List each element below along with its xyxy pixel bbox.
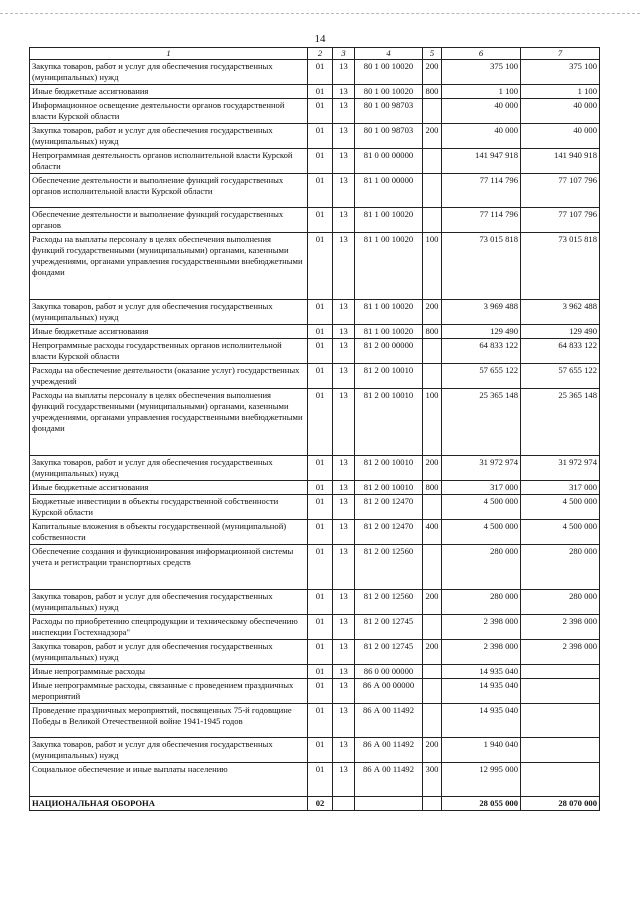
table-row xyxy=(30,545,600,590)
table-row xyxy=(30,339,600,364)
row-section-cell: 01 xyxy=(308,208,333,233)
row-name-cell: Иные непрограммные расходы xyxy=(30,665,308,679)
table-row xyxy=(30,495,600,520)
row-amount-1-cell: 2 398 000 xyxy=(442,615,521,640)
row-name-cell: Бюджетные инвестиции в объекты государственной собственности Курской области xyxy=(30,495,308,520)
table-row xyxy=(30,615,600,640)
row-name-cell: Расходы на выплаты персоналу в целях обеспечения выполнения функций государственными (муниципальными) органами, казенными учреждениями, органами управления государственными внебюджетными фондами xyxy=(30,389,308,456)
row-section-cell: 01 xyxy=(308,738,333,763)
table-row xyxy=(30,389,600,456)
table-row xyxy=(30,640,600,665)
row-subsection-cell: 13 xyxy=(333,590,355,615)
row-section-cell: 01 xyxy=(308,364,333,389)
row-amount-2-cell: 280 000 xyxy=(521,590,600,615)
page-top-rule xyxy=(0,13,640,14)
table-row xyxy=(30,174,600,208)
row-amount-1-cell: 77 114 796 xyxy=(442,174,521,208)
row-amount-1-cell: 40 000 xyxy=(442,99,521,124)
row-name-cell: Закупка товаров, работ и услуг для обеспечения государственных (муниципальных) нужд xyxy=(30,124,308,149)
row-subsection-cell: 13 xyxy=(333,174,355,208)
table-row xyxy=(30,797,600,811)
row-section-cell: 01 xyxy=(308,85,333,99)
table-row xyxy=(30,481,600,495)
row-section-cell: 01 xyxy=(308,99,333,124)
row-name-cell: Обеспечение создания и функционирования информационной системы учета и регистрации транспортных средств xyxy=(30,545,308,590)
header-col-5: 5 xyxy=(423,48,442,60)
row-target-article-cell: 81 1 00 00000 xyxy=(355,174,423,208)
row-name-cell: Расходы на обеспечение деятельности (оказание услуг) государственных учреждений xyxy=(30,364,308,389)
row-target-article-cell: 81 2 00 12560 xyxy=(355,590,423,615)
row-section-cell: 01 xyxy=(308,389,333,456)
row-target-article-cell xyxy=(355,797,423,811)
row-amount-2-cell: 375 100 xyxy=(521,60,600,85)
row-amount-1-cell: 25 365 148 xyxy=(442,389,521,456)
row-section-cell: 01 xyxy=(308,456,333,481)
row-expense-type-cell: 100 xyxy=(423,389,442,456)
table-row xyxy=(30,325,600,339)
row-expense-type-cell: 100 xyxy=(423,233,442,300)
row-subsection-cell: 13 xyxy=(333,300,355,325)
row-subsection-cell: 13 xyxy=(333,339,355,364)
row-subsection-cell: 13 xyxy=(333,124,355,149)
row-subsection-cell: 13 xyxy=(333,665,355,679)
row-name-cell: Социальное обеспечение и иные выплаты населению xyxy=(30,763,308,797)
row-expense-type-cell xyxy=(423,545,442,590)
row-amount-1-cell: 12 995 000 xyxy=(442,763,521,797)
row-target-article-cell: 81 2 00 12560 xyxy=(355,545,423,590)
row-name-cell: Закупка товаров, работ и услуг для обеспечения государственных (муниципальных) нужд xyxy=(30,60,308,85)
row-expense-type-cell xyxy=(423,208,442,233)
row-subsection-cell: 13 xyxy=(333,456,355,481)
row-expense-type-cell xyxy=(423,99,442,124)
row-subsection-cell: 13 xyxy=(333,640,355,665)
row-name-cell: Информационное освещение деятельности органов государственной власти Курской области xyxy=(30,99,308,124)
row-amount-2-cell: 4 500 000 xyxy=(521,495,600,520)
table-row xyxy=(30,456,600,481)
row-target-article-cell: 80 1 00 10020 xyxy=(355,85,423,99)
header-col-2: 2 xyxy=(308,48,333,60)
row-section-cell: 01 xyxy=(308,704,333,738)
row-target-article-cell: 81 2 00 00000 xyxy=(355,339,423,364)
row-subsection-cell: 13 xyxy=(333,545,355,590)
row-section-cell: 01 xyxy=(308,149,333,174)
row-amount-2-cell: 40 000 xyxy=(521,99,600,124)
row-subsection-cell: 13 xyxy=(333,99,355,124)
row-subsection-cell: 13 xyxy=(333,615,355,640)
row-subsection-cell: 13 xyxy=(333,679,355,704)
row-amount-2-cell: 280 000 xyxy=(521,545,600,590)
row-amount-1-cell: 40 000 xyxy=(442,124,521,149)
row-subsection-cell: 13 xyxy=(333,763,355,797)
row-amount-1-cell: 280 000 xyxy=(442,590,521,615)
row-section-cell: 01 xyxy=(308,590,333,615)
row-amount-1-cell: 2 398 000 xyxy=(442,640,521,665)
row-section-cell: 01 xyxy=(308,325,333,339)
row-amount-2-cell: 77 107 796 xyxy=(521,174,600,208)
row-amount-1-cell: 375 100 xyxy=(442,60,521,85)
row-section-cell: 01 xyxy=(308,495,333,520)
row-amount-2-cell: 25 365 148 xyxy=(521,389,600,456)
row-section-cell: 01 xyxy=(308,640,333,665)
row-target-article-cell: 86 А 00 11492 xyxy=(355,704,423,738)
row-section-cell: 01 xyxy=(308,124,333,149)
row-section-cell: 01 xyxy=(308,481,333,495)
table-row xyxy=(30,704,600,738)
row-subsection-cell: 13 xyxy=(333,325,355,339)
row-expense-type-cell: 200 xyxy=(423,738,442,763)
row-amount-1-cell: 1 100 xyxy=(442,85,521,99)
row-expense-type-cell xyxy=(423,704,442,738)
header-col-1: 1 xyxy=(30,48,308,60)
table-row xyxy=(30,85,600,99)
row-target-article-cell: 81 1 00 10020 xyxy=(355,325,423,339)
row-section-cell: 01 xyxy=(308,60,333,85)
row-amount-2-cell: 4 500 000 xyxy=(521,520,600,545)
row-name-cell: Проведение праздничных мероприятий, посвященных 75-й годовщине Победы в Великой Отечественной войне 1941-1945 годов xyxy=(30,704,308,738)
header-col-4: 4 xyxy=(355,48,423,60)
row-section-cell: 02 xyxy=(308,797,333,811)
row-target-article-cell: 80 1 00 98703 xyxy=(355,124,423,149)
row-target-article-cell: 86 А 00 11492 xyxy=(355,763,423,797)
table-row xyxy=(30,520,600,545)
row-amount-1-cell: 14 935 040 xyxy=(442,679,521,704)
row-amount-2-cell: 64 833 122 xyxy=(521,339,600,364)
table-row xyxy=(30,300,600,325)
row-amount-1-cell: 280 000 xyxy=(442,545,521,590)
row-amount-2-cell: 2 398 000 xyxy=(521,615,600,640)
row-name-cell: Расходы по приобретению спецпродукции и техническому обеспечению инспекции Гостехнадзора" xyxy=(30,615,308,640)
row-name-cell: Закупка товаров, работ и услуг для обеспечения государственных (муниципальных) нужд xyxy=(30,590,308,615)
row-amount-1-cell: 14 935 040 xyxy=(442,665,521,679)
table-row xyxy=(30,60,600,85)
row-name-cell: Непрограммная деятельность органов исполнительной власти Курской области xyxy=(30,149,308,174)
header-col-6: 6 xyxy=(442,48,521,60)
header-col-3: 3 xyxy=(333,48,355,60)
row-subsection-cell xyxy=(333,797,355,811)
row-expense-type-cell: 200 xyxy=(423,124,442,149)
row-amount-1-cell: 141 947 918 xyxy=(442,149,521,174)
row-expense-type-cell xyxy=(423,679,442,704)
row-amount-2-cell xyxy=(521,665,600,679)
row-target-article-cell: 86 0 00 00000 xyxy=(355,665,423,679)
row-name-cell: Закупка товаров, работ и услуг для обеспечения государственных (муниципальных) нужд xyxy=(30,738,308,763)
row-amount-1-cell: 57 655 122 xyxy=(442,364,521,389)
row-subsection-cell: 13 xyxy=(333,208,355,233)
row-name-cell: Иные бюджетные ассигнования xyxy=(30,85,308,99)
row-target-article-cell: 86 А 00 00000 xyxy=(355,679,423,704)
row-name-cell: Иные бюджетные ассигнования xyxy=(30,481,308,495)
row-amount-1-cell: 14 935 040 xyxy=(442,704,521,738)
row-subsection-cell: 13 xyxy=(333,389,355,456)
row-amount-1-cell: 129 490 xyxy=(442,325,521,339)
row-subsection-cell: 13 xyxy=(333,495,355,520)
row-expense-type-cell xyxy=(423,149,442,174)
row-subsection-cell: 13 xyxy=(333,704,355,738)
row-subsection-cell: 13 xyxy=(333,364,355,389)
row-expense-type-cell: 800 xyxy=(423,325,442,339)
table-row xyxy=(30,665,600,679)
row-expense-type-cell xyxy=(423,174,442,208)
row-subsection-cell: 13 xyxy=(333,738,355,763)
row-name-cell: Закупка товаров, работ и услуг для обеспечения государственных (муниципальных) нужд xyxy=(30,300,308,325)
row-name-cell: Иные бюджетные ассигнования xyxy=(30,325,308,339)
row-amount-2-cell xyxy=(521,738,600,763)
row-expense-type-cell xyxy=(423,797,442,811)
row-section-cell: 01 xyxy=(308,679,333,704)
table-row xyxy=(30,738,600,763)
row-amount-2-cell: 2 398 000 xyxy=(521,640,600,665)
row-expense-type-cell: 800 xyxy=(423,85,442,99)
row-target-article-cell: 81 2 00 10010 xyxy=(355,389,423,456)
row-amount-1-cell: 64 833 122 xyxy=(442,339,521,364)
table-row xyxy=(30,124,600,149)
row-expense-type-cell xyxy=(423,495,442,520)
table-row xyxy=(30,99,600,124)
row-name-cell: Непрограммные расходы государственных органов исполнительной власти Курской области xyxy=(30,339,308,364)
row-amount-1-cell: 3 969 488 xyxy=(442,300,521,325)
row-expense-type-cell xyxy=(423,339,442,364)
row-amount-2-cell: 317 000 xyxy=(521,481,600,495)
row-subsection-cell: 13 xyxy=(333,60,355,85)
row-target-article-cell: 81 1 00 10020 xyxy=(355,233,423,300)
row-target-article-cell: 81 1 00 10020 xyxy=(355,300,423,325)
row-name-cell: Закупка товаров, работ и услуг для обеспечения государственных (муниципальных) нужд xyxy=(30,640,308,665)
row-amount-1-cell: 1 940 040 xyxy=(442,738,521,763)
row-subsection-cell: 13 xyxy=(333,149,355,174)
row-name-cell: Обеспечение деятельности и выполнение функций государственных органов xyxy=(30,208,308,233)
row-target-article-cell: 80 1 00 10020 xyxy=(355,60,423,85)
row-section-cell: 01 xyxy=(308,339,333,364)
row-section-cell: 01 xyxy=(308,545,333,590)
row-expense-type-cell: 200 xyxy=(423,590,442,615)
row-amount-2-cell: 129 490 xyxy=(521,325,600,339)
row-target-article-cell: 81 2 00 10010 xyxy=(355,456,423,481)
page-number: 14 xyxy=(314,33,326,45)
row-amount-2-cell: 40 000 xyxy=(521,124,600,149)
row-section-cell: 01 xyxy=(308,665,333,679)
budget-table xyxy=(29,47,600,811)
row-subsection-cell: 13 xyxy=(333,481,355,495)
row-section-cell: 01 xyxy=(308,300,333,325)
table-row xyxy=(30,364,600,389)
header-col-7: 7 xyxy=(521,48,600,60)
row-target-article-cell: 81 2 00 12470 xyxy=(355,520,423,545)
row-section-cell: 01 xyxy=(308,763,333,797)
row-target-article-cell: 81 1 00 10020 xyxy=(355,208,423,233)
row-target-article-cell: 81 2 00 12470 xyxy=(355,495,423,520)
row-expense-type-cell: 200 xyxy=(423,456,442,481)
table-row xyxy=(30,763,600,797)
row-amount-2-cell: 31 972 974 xyxy=(521,456,600,481)
row-expense-type-cell: 200 xyxy=(423,60,442,85)
row-amount-2-cell: 57 655 122 xyxy=(521,364,600,389)
row-name-cell: Иные непрограммные расходы, связанные с проведением праздничных мероприятий xyxy=(30,679,308,704)
row-subsection-cell: 13 xyxy=(333,85,355,99)
row-amount-1-cell: 4 500 000 xyxy=(442,495,521,520)
row-target-article-cell: 81 2 00 12745 xyxy=(355,640,423,665)
row-amount-2-cell xyxy=(521,763,600,797)
row-target-article-cell: 81 2 00 12745 xyxy=(355,615,423,640)
row-amount-2-cell: 141 940 918 xyxy=(521,149,600,174)
row-expense-type-cell: 200 xyxy=(423,640,442,665)
row-amount-1-cell: 77 114 796 xyxy=(442,208,521,233)
row-expense-type-cell xyxy=(423,364,442,389)
row-target-article-cell: 81 2 00 10010 xyxy=(355,364,423,389)
row-name-cell: Расходы на выплаты персоналу в целях обеспечения выполнения функций государственными (муниципальными) органами, казенными учреждениями, органами управления государственными внебюджетными фондами xyxy=(30,233,308,300)
row-amount-1-cell: 73 015 818 xyxy=(442,233,521,300)
row-section-cell: 01 xyxy=(308,233,333,300)
row-name-cell: Обеспечение деятельности и выполнение функций государственных органов исполнительной власти Курской области xyxy=(30,174,308,208)
row-name-cell: Закупка товаров, работ и услуг для обеспечения государственных (муниципальных) нужд xyxy=(30,456,308,481)
row-amount-2-cell: 28 070 000 xyxy=(521,797,600,811)
row-target-article-cell: 80 1 00 98703 xyxy=(355,99,423,124)
row-target-article-cell: 81 0 00 00000 xyxy=(355,149,423,174)
row-amount-1-cell: 28 055 000 xyxy=(442,797,521,811)
header-row xyxy=(30,48,600,60)
row-expense-type-cell: 800 xyxy=(423,481,442,495)
row-name-cell: Капитальные вложения в объекты государственной (муниципальной) собственности xyxy=(30,520,308,545)
row-expense-type-cell: 400 xyxy=(423,520,442,545)
row-target-article-cell: 86 А 00 11492 xyxy=(355,738,423,763)
row-amount-2-cell: 3 962 488 xyxy=(521,300,600,325)
row-section-cell: 01 xyxy=(308,615,333,640)
row-expense-type-cell: 300 xyxy=(423,763,442,797)
row-subsection-cell: 13 xyxy=(333,520,355,545)
table-row xyxy=(30,208,600,233)
table-row xyxy=(30,149,600,174)
row-amount-1-cell: 4 500 000 xyxy=(442,520,521,545)
row-expense-type-cell xyxy=(423,665,442,679)
row-amount-2-cell: 73 015 818 xyxy=(521,233,600,300)
row-amount-1-cell: 317 000 xyxy=(442,481,521,495)
row-amount-2-cell: 77 107 796 xyxy=(521,208,600,233)
row-amount-1-cell: 31 972 974 xyxy=(442,456,521,481)
table-row xyxy=(30,590,600,615)
table-row xyxy=(30,679,600,704)
budget-rows xyxy=(30,60,600,811)
row-amount-2-cell xyxy=(521,679,600,704)
table-row xyxy=(30,233,600,300)
row-subsection-cell: 13 xyxy=(333,233,355,300)
row-amount-2-cell: 1 100 xyxy=(521,85,600,99)
row-name-cell: НАЦИОНАЛЬНАЯ ОБОРОНА xyxy=(30,797,308,811)
row-amount-2-cell xyxy=(521,704,600,738)
row-target-article-cell: 81 2 00 10010 xyxy=(355,481,423,495)
row-section-cell: 01 xyxy=(308,520,333,545)
row-expense-type-cell: 200 xyxy=(423,300,442,325)
row-section-cell: 01 xyxy=(308,174,333,208)
row-expense-type-cell xyxy=(423,615,442,640)
